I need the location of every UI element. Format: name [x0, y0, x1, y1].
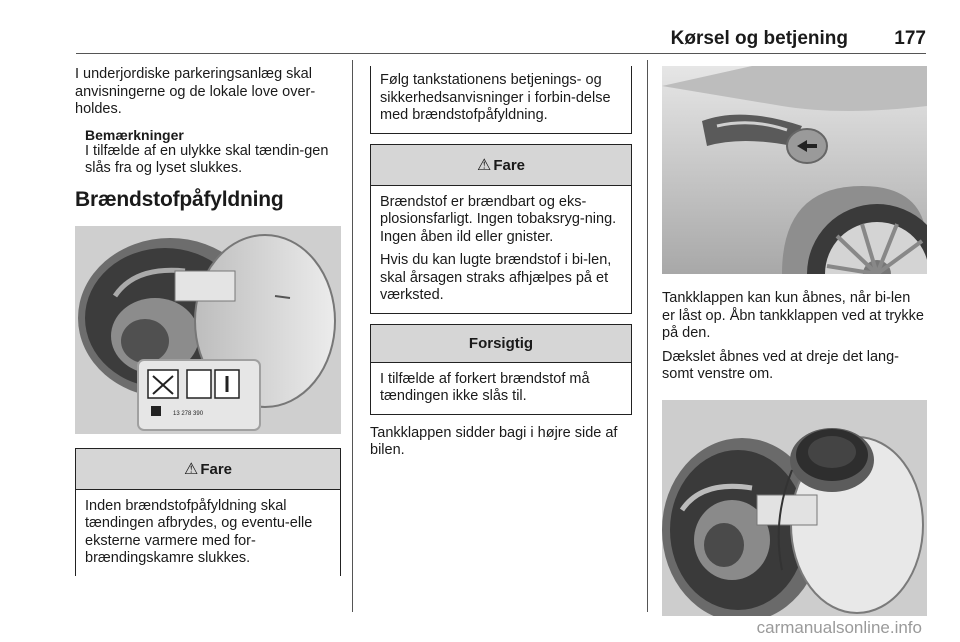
- cap-open-text: Dækslet åbnes ved at dreje det lang-somt venstre om.: [662, 348, 899, 382]
- section-title: Kørsel og betjening: [670, 28, 848, 49]
- caution-box-forsigtig: [370, 324, 632, 415]
- warning-box-fare: [75, 448, 341, 576]
- caution-body: [371, 363, 631, 414]
- column-divider: [352, 60, 353, 612]
- section-heading: Brændstofpåfyldning: [75, 187, 284, 211]
- column-divider: [647, 60, 648, 612]
- column-3: [662, 66, 927, 616]
- warning-text: Inden brændstofpåfyldning skal tændingen afbrydes, og eventu-elle eksterne varmere med for-brændingskamre slukkes.: [85, 497, 313, 566]
- page-header: [76, 22, 926, 52]
- fuel-cap-figure: [662, 400, 927, 616]
- caution-header: Forsigtig: [371, 325, 631, 363]
- note-title: Bemærkninger: [85, 126, 184, 143]
- danger-body: [371, 186, 631, 313]
- danger-text-2: Hvis du kan lugte brændstof i bi-len, skal årsagen straks afhjælpes på et værksted.: [380, 252, 612, 303]
- watermark: carmanualsonline.info: [756, 618, 922, 637]
- danger-title: Fare: [493, 156, 526, 174]
- page-number: 177: [894, 28, 926, 49]
- intro-paragraph: I underjordiske parkeringsanlæg skal anvisningerne og de lokale love over-holdes.: [75, 66, 316, 117]
- fuel-cap-illustration: [662, 400, 927, 616]
- column-2: [370, 66, 632, 460]
- label-part-number: 13 278 390: [173, 410, 204, 417]
- header-rule: [76, 53, 926, 54]
- warning-body: [76, 490, 340, 576]
- warning-triangle-icon: ⚠: [183, 460, 199, 478]
- fuel-flap-location-text: Tankklappen sidder bagi i højre side af bilen.: [370, 424, 618, 458]
- warning-header: [76, 449, 340, 490]
- instruction-box: [370, 66, 632, 134]
- note-text: I tilfælde af en ulykke skal tændin-gen slås fra og lyset slukkes.: [85, 142, 329, 176]
- fuel-flap-illustration: [75, 226, 341, 434]
- danger-header: [371, 145, 631, 186]
- caution-text: I tilfælde af forkert brændstof må tændingen ikke slås til.: [380, 370, 590, 404]
- fuel-flap-label-figure: [75, 226, 341, 434]
- warning-triangle-icon: ⚠: [476, 156, 492, 174]
- danger-box-fare: [370, 144, 632, 314]
- column-1: [75, 66, 341, 576]
- car-rear-fuel-flap-figure: [662, 66, 927, 274]
- danger-text-1: Brændstof er brændbart og eks-plosionsfarligt. Ingen tobaksryg-ning. Ingen åben ild eller gnister.: [380, 193, 617, 245]
- warning-title: Fare: [200, 460, 233, 478]
- flap-open-text: Tankklappen kan kun åbnes, når bi-len er låst op. Åbn tankklappen ved at trykke på den.: [662, 290, 924, 341]
- instruction-text: Følg tankstationens betjenings- og sikkerhedsanvisninger i forbin-delse med brændstofpåfyldning.: [380, 72, 611, 123]
- car-rear-illustration: [662, 66, 927, 274]
